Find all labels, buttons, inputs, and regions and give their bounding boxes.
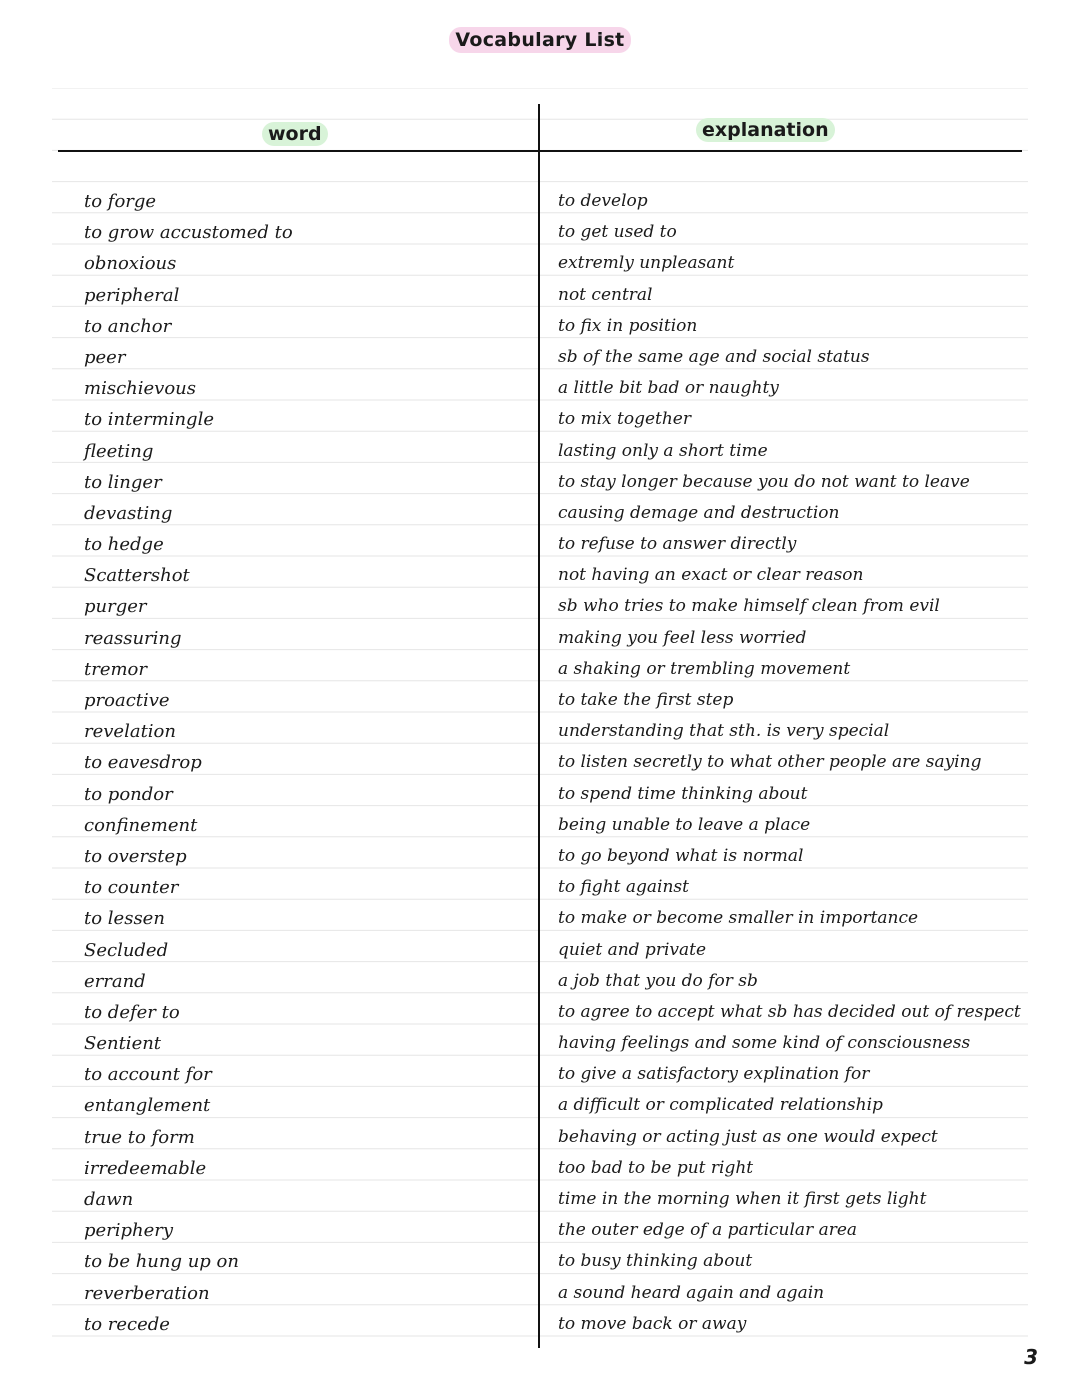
vocab-word: irredeemable	[84, 1157, 207, 1179]
vocab-word: fleeting	[84, 440, 154, 462]
explanation-column-header-text: explanation	[696, 118, 835, 142]
vocab-word: Scattershot	[84, 565, 190, 587]
vocab-explanation: being unable to leave a place	[558, 814, 811, 835]
header-underline	[58, 150, 1022, 152]
vocab-word: to intermingle	[84, 409, 214, 431]
vocab-explanation: to stay longer because you do not want to leave	[558, 471, 970, 492]
vocab-word: to lessen	[84, 908, 165, 930]
vocab-word: Sentient	[84, 1033, 162, 1055]
vocab-explanation: to busy thinking about	[558, 1251, 753, 1272]
vocab-explanation: making you feel less worried	[558, 627, 807, 648]
vocab-explanation: to make or become smaller in importance	[558, 908, 919, 929]
vocab-word: to account for	[84, 1064, 212, 1086]
vocab-word: true to form	[84, 1126, 195, 1148]
vocab-word: obnoxious	[84, 253, 177, 275]
vocab-explanation: to develop	[558, 191, 648, 211]
vocab-explanation: not having an exact or clear reason	[558, 565, 864, 586]
vocab-explanation: to refuse to answer directly	[558, 534, 797, 555]
vocab-word: entanglement	[84, 1095, 211, 1117]
vocab-word: Secluded	[84, 939, 169, 961]
vocab-word: tremor	[84, 658, 147, 680]
vocab-explanation: sb of the same age and social status	[558, 346, 870, 367]
vocab-explanation: too bad to be put right	[558, 1157, 754, 1178]
vocab-explanation: lasting only a short time	[558, 440, 768, 461]
page-title-text: Vocabulary List	[449, 27, 630, 53]
vocab-word: confinement	[84, 814, 198, 836]
vocab-word: to recede	[84, 1313, 170, 1335]
page-title	[0, 29, 1080, 51]
vocab-explanation: a little bit bad or naughty	[558, 378, 779, 399]
vocab-word: to counter	[84, 877, 179, 899]
vocab-explanation: not central	[558, 284, 653, 305]
vocab-explanation: to spend time thinking about	[558, 783, 808, 804]
vocab-word: periphery	[84, 1220, 174, 1242]
vocab-word: mischievous	[84, 378, 196, 400]
explanation-column-header	[696, 119, 835, 141]
vocab-explanation: behaving or acting just as one would expect	[558, 1126, 938, 1147]
vocab-explanation: to fix in position	[558, 315, 698, 336]
vocab-explanation: to agree to accept what sb has decided out of respect	[558, 1001, 1021, 1022]
explanation-list	[558, 186, 1058, 1340]
page-number: 3	[1024, 1345, 1038, 1369]
vocab-explanation: causing demage and destruction	[558, 502, 840, 523]
vocab-word: to eavesdrop	[84, 752, 202, 774]
vocab-explanation: to give a satisfactory explination for	[558, 1064, 870, 1085]
vocab-explanation: time in the morning when it first gets light	[558, 1189, 927, 1209]
vocab-explanation: extremly unpleasant	[558, 253, 735, 274]
column-divider	[538, 104, 540, 1348]
word-list	[84, 186, 293, 1340]
vocab-word: to hedge	[84, 534, 164, 556]
word-column-header-text: word	[262, 122, 328, 146]
vocab-explanation: the outer edge of a particular area	[558, 1220, 858, 1241]
vocab-word: peer	[84, 346, 126, 368]
vocab-word: proactive	[84, 690, 170, 711]
vocab-explanation: having feelings and some kind of consciousness	[558, 1033, 971, 1054]
vocab-explanation: to take the first step	[558, 690, 734, 710]
vocab-word: to linger	[84, 471, 162, 493]
vocab-explanation: a difficult or complicated relationship	[558, 1095, 883, 1116]
word-column-header	[262, 123, 328, 145]
vocab-word: devasting	[84, 502, 173, 524]
vocab-explanation: sb who tries to make himself clean from evil	[558, 596, 940, 617]
vocab-word: purger	[84, 596, 147, 618]
vocab-word: errand	[84, 970, 146, 992]
vocab-word: to be hung up on	[84, 1251, 239, 1273]
vocab-word: to overstep	[84, 845, 187, 867]
vocab-word: peripheral	[84, 284, 180, 306]
vocab-explanation: understanding that sth. is very special	[558, 721, 890, 742]
vocab-explanation: a sound heard again and again	[558, 1282, 825, 1303]
vocab-explanation: to get used to	[558, 222, 677, 243]
vocab-explanation: to move back or away	[558, 1313, 747, 1334]
vocab-word: revelation	[84, 721, 176, 743]
vocab-word: to grow accustomed to	[84, 222, 293, 244]
vocab-word: reassuring	[84, 627, 182, 649]
vocab-explanation: a job that you do for sb	[558, 970, 758, 991]
vocab-explanation: to fight against	[558, 877, 689, 898]
vocab-explanation: to listen secretly to what other people are saying	[558, 752, 982, 773]
vocab-word: to forge	[84, 191, 157, 212]
vocab-word: to pondor	[84, 783, 173, 805]
vocab-word: reverberation	[84, 1282, 210, 1304]
vocab-word: to anchor	[84, 315, 172, 337]
vocab-explanation: a shaking or trembling movement	[558, 658, 851, 679]
vocab-word: to defer to	[84, 1001, 180, 1023]
vocab-word: dawn	[84, 1189, 134, 1210]
vocab-explanation: to go beyond what is normal	[558, 845, 804, 866]
vocab-explanation: to mix together	[558, 409, 691, 430]
vocab-explanation: quiet and private	[558, 939, 707, 960]
